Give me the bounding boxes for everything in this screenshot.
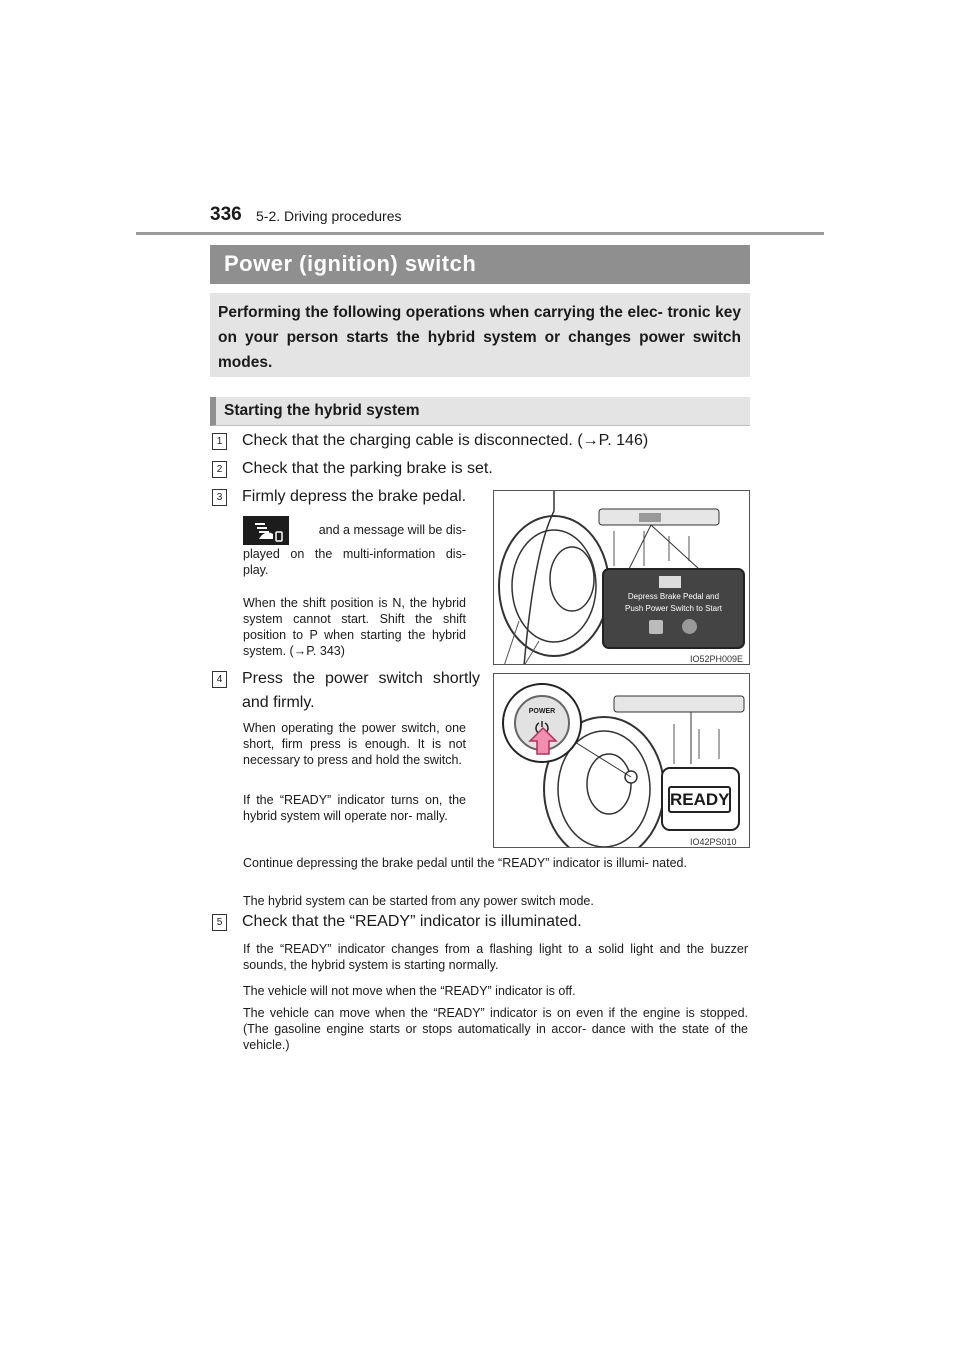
brake-pedal-indicator-icon xyxy=(243,516,289,545)
step-number-5: 5 xyxy=(212,914,227,931)
step-5-text: Check that the “READY” indicator is illuminated. xyxy=(242,913,582,930)
step-4-note-3: Continue depressing the brake pedal until the “READY” indicator is illumi- nated. xyxy=(243,856,687,870)
subsection-heading-bar xyxy=(210,397,750,426)
step-number-2: 2 xyxy=(212,461,227,478)
intro-text: Performing the following operations when carrying the elec- tronic key on your person starts the hybrid system or changes power switch modes. xyxy=(218,304,741,371)
step-number-4: 4 xyxy=(212,671,227,688)
press-arrow-icon xyxy=(528,726,558,756)
step-1-text: Check that the charging cable is disconnected. (→P. 146) xyxy=(242,432,649,449)
ready-indicator-callout xyxy=(661,767,740,831)
step-5-note-2: The vehicle will not move when the “READY” indicator is off. xyxy=(243,984,576,998)
step-5-note-1: If the “READY” indicator changes from a flashing light to a solid light and the buzzer sounds, the hybrid system is starting normally. xyxy=(243,942,748,972)
page-title: Power (ignition) switch xyxy=(224,251,477,276)
step-2-text: Check that the parking brake is set. xyxy=(242,460,493,477)
ready-indicator: READY xyxy=(668,786,731,813)
power-button-symbol-icon xyxy=(682,619,697,634)
title-bar xyxy=(210,245,750,284)
step-4-note-2: If the “READY” indicator turns on, the hybrid system will operate nor- mally. xyxy=(243,793,466,823)
intro-box xyxy=(210,293,750,377)
step-5-note-3: The vehicle can move when the “READY” indicator is on even if the engine is stopped. (The gasoline engine starts or stops automatically in accor- dance with the state of the vehicle.) xyxy=(243,1006,748,1052)
step-4-text-line-1: Press the power switch shortly xyxy=(242,670,480,687)
brake-pedal-illustration xyxy=(493,490,750,665)
brake-pedal-symbol-icon xyxy=(649,620,663,634)
header-rule xyxy=(136,232,824,235)
power-switch-illustration xyxy=(493,673,750,848)
section-label: 5-2. Driving procedures xyxy=(256,208,402,224)
display-message-line-1: Depress Brake Pedal and xyxy=(627,592,720,601)
page-number: 336 xyxy=(210,204,242,225)
step-3-detail-inline: and a message will be dis- xyxy=(318,523,466,537)
multi-info-display xyxy=(602,568,745,649)
step-number-3: 3 xyxy=(212,489,227,506)
subsection-heading: Starting the hybrid system xyxy=(224,402,420,419)
step-3-note: When the shift position is N, the hybrid system cannot start. Shift the shift position to P when starting the hybrid system. (→P. 343) xyxy=(243,596,466,658)
power-button-label: POWER xyxy=(528,708,556,715)
illustration-code: IO42PS010 xyxy=(690,837,737,847)
illustration-code: IO52PH009E xyxy=(690,654,744,664)
step-4-text-line-2: and firmly. xyxy=(242,694,315,711)
step-number-1: 1 xyxy=(212,433,227,450)
step-3-text: Firmly depress the brake pedal. xyxy=(242,488,467,505)
step-4-note-1: When operating the power switch, one short, firm press is enough. It is not necessary to press and hold the switch. xyxy=(243,721,466,767)
step-3-detail: played on the multi-information dis- play. xyxy=(243,547,466,577)
display-message-line-2: Push Power Switch to Start xyxy=(625,604,722,613)
brake-pedal-indicator-icon xyxy=(659,576,681,588)
step-4-note-4: The hybrid system can be started from any power switch mode. xyxy=(243,894,594,908)
